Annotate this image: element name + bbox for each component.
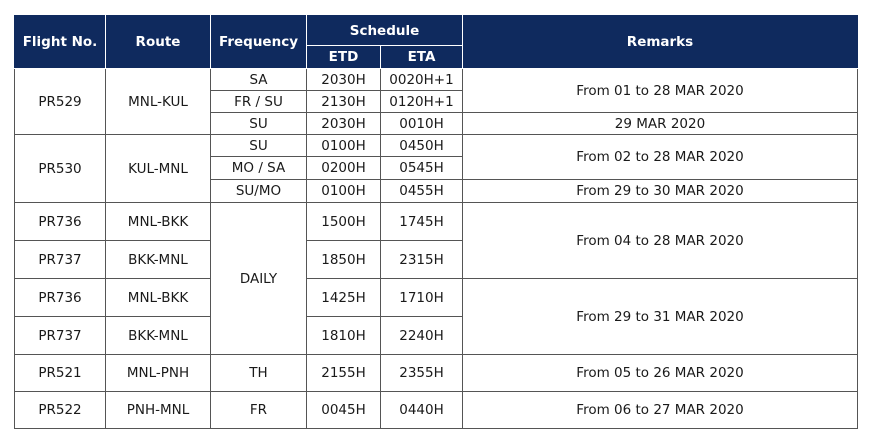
frequency-cell: MO / SA <box>211 157 307 180</box>
etd-cell: 1810H <box>307 317 381 355</box>
eta-cell: 0545H <box>381 157 463 180</box>
etd-cell: 0045H <box>307 392 381 429</box>
eta-cell: 2315H <box>381 241 463 279</box>
frequency-cell: SU <box>211 113 307 135</box>
remarks-cell: From 29 to 31 MAR 2020 <box>463 279 858 355</box>
flight-cell: PR737 <box>15 317 106 355</box>
route-cell: MNL-PNH <box>106 355 211 392</box>
table-row <box>15 355 858 392</box>
header-remarks: Remarks <box>463 16 858 69</box>
frequency-cell: SA <box>211 69 307 91</box>
flight-cell: PR522 <box>15 392 106 429</box>
eta-cell: 0020H+1 <box>381 69 463 91</box>
etd-cell: 2030H <box>307 113 381 135</box>
eta-cell: 0440H <box>381 392 463 429</box>
route-cell: BKK-MNL <box>106 317 211 355</box>
etd-cell: 2155H <box>307 355 381 392</box>
flight-schedule-table <box>14 15 858 429</box>
etd-cell: 2030H <box>307 69 381 91</box>
etd-cell: 1425H <box>307 279 381 317</box>
eta-cell: 2240H <box>381 317 463 355</box>
route-cell: MNL-BKK <box>106 203 211 241</box>
frequency-cell: FR / SU <box>211 91 307 113</box>
remarks-cell: From 02 to 28 MAR 2020 <box>463 135 858 180</box>
header-eta: ETA <box>381 46 463 69</box>
etd-cell: 0100H <box>307 180 381 203</box>
remarks-cell: From 01 to 28 MAR 2020 <box>463 69 858 113</box>
table-row <box>15 135 858 157</box>
eta-cell: 0455H <box>381 180 463 203</box>
flight-cell: PR530 <box>15 135 106 203</box>
remarks-cell: From 05 to 26 MAR 2020 <box>463 355 858 392</box>
frequency-cell: DAILY <box>211 203 307 355</box>
eta-cell: 1745H <box>381 203 463 241</box>
route-cell: KUL-MNL <box>106 135 211 203</box>
eta-cell: 1710H <box>381 279 463 317</box>
header-route: Route <box>106 16 211 69</box>
eta-cell: 0010H <box>381 113 463 135</box>
eta-cell: 2355H <box>381 355 463 392</box>
flight-cell: PR736 <box>15 203 106 241</box>
eta-cell: 0120H+1 <box>381 91 463 113</box>
route-cell: MNL-BKK <box>106 279 211 317</box>
table-row <box>15 279 858 317</box>
etd-cell: 1850H <box>307 241 381 279</box>
frequency-cell: FR <box>211 392 307 429</box>
remarks-cell: 29 MAR 2020 <box>463 113 858 135</box>
flight-cell: PR736 <box>15 279 106 317</box>
header-flight-no: Flight No. <box>15 16 106 69</box>
flight-cell: PR737 <box>15 241 106 279</box>
remarks-cell: From 29 to 30 MAR 2020 <box>463 180 858 203</box>
route-cell: BKK-MNL <box>106 241 211 279</box>
frequency-cell: TH <box>211 355 307 392</box>
etd-cell: 0200H <box>307 157 381 180</box>
etd-cell: 0100H <box>307 135 381 157</box>
remarks-cell: From 06 to 27 MAR 2020 <box>463 392 858 429</box>
route-cell: MNL-KUL <box>106 69 211 135</box>
remarks-cell: From 04 to 28 MAR 2020 <box>463 203 858 279</box>
flight-cell: PR529 <box>15 69 106 135</box>
flight-cell: PR521 <box>15 355 106 392</box>
etd-cell: 1500H <box>307 203 381 241</box>
eta-cell: 0450H <box>381 135 463 157</box>
frequency-cell: SU <box>211 135 307 157</box>
header-schedule: Schedule <box>307 16 463 46</box>
etd-cell: 2130H <box>307 91 381 113</box>
table-row <box>15 392 858 429</box>
header-etd: ETD <box>307 46 381 69</box>
frequency-cell: SU/MO <box>211 180 307 203</box>
table-row <box>15 69 858 91</box>
table-row <box>15 203 858 241</box>
route-cell: PNH-MNL <box>106 392 211 429</box>
header-frequency: Frequency <box>211 16 307 69</box>
